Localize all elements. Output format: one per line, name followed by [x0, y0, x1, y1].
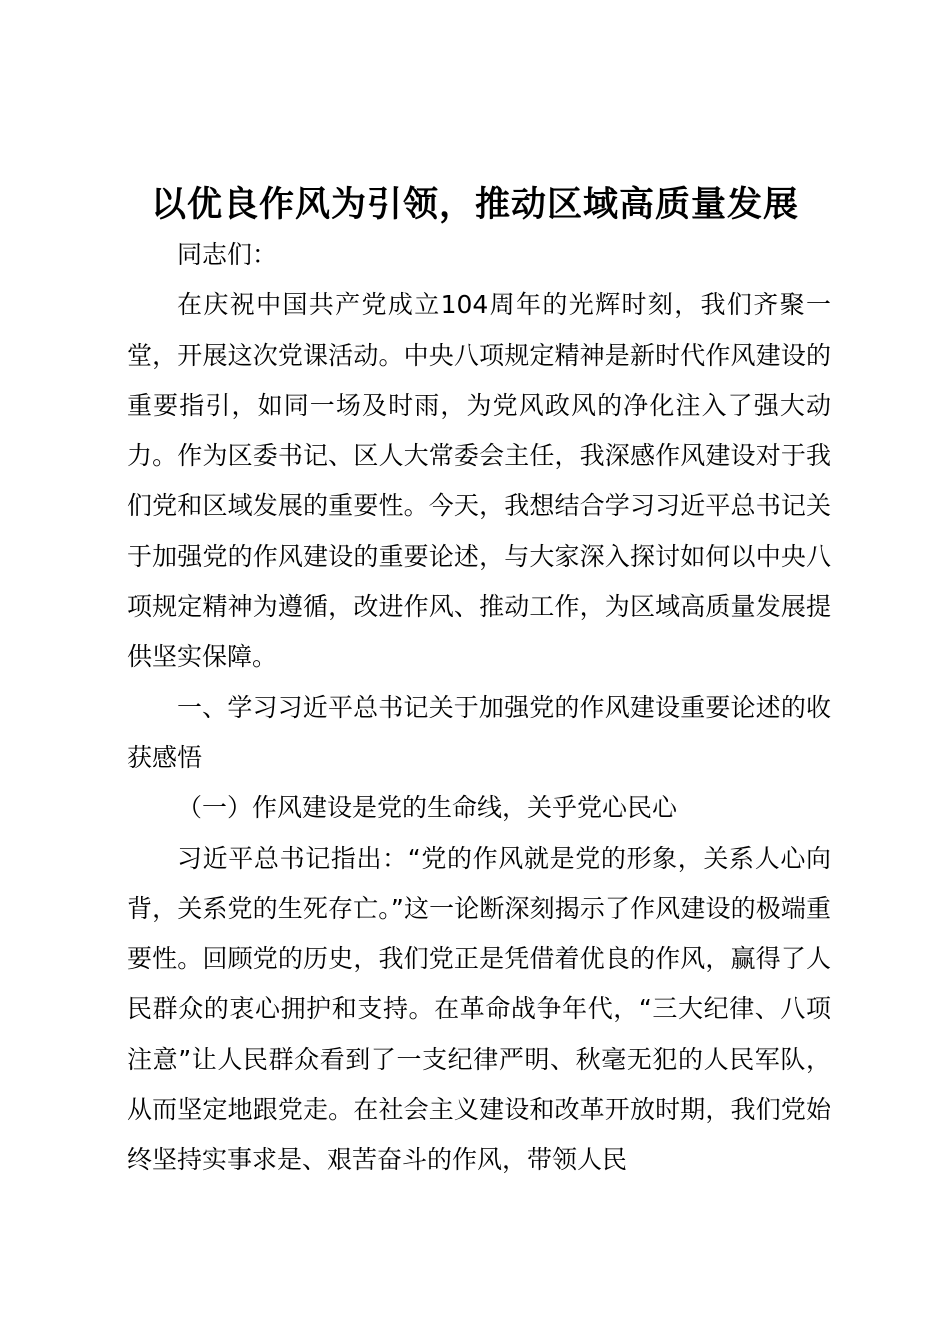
document-title: 以优良作风为引领，推动区域高质量发展 — [150, 185, 799, 225]
paragraph-body: 习近平总书记指出：“党的作风就是党的形象，关系人心向背，关系党的生死存亡。”这一论断深刻揭示了作风建设的极端重要性。回顾党的历史，我们党正是凭借着优良的作风，赢得了人民群众的衷心拥护和支持。在革命战争年代，“三大纪律、八项注意”让人民群众看到了一支纪律严明、秋毫无犯的人民军队，从而坚定地跟党走。在社会主义建设和改革开放时期，我们党始终坚持实事求是、艰苦奋斗的作风，带领人民 — [127, 843, 831, 1175]
section-heading: 一、学习习近平总书记关于加强党的作风建设重要论述的收获感悟 — [127, 692, 831, 772]
document-body — [127, 230, 831, 1186]
subsection-heading: （一）作风建设是党的生命线，关乎党心民心 — [177, 793, 678, 823]
paragraph-intro: 在庆祝中国共产党成立104周年的光辉时刻，我们齐聚一堂，开展这次党课活动。中央八项规定精神是新时代作风建设的重要指引，如同一场及时雨，为党风政风的净化注入了强大动力。作为区委书记、区人大常委会主任，我深感作风建设对于我们党和区域发展的重要性。今天，我想结合学习习近平总书记关于加强党的作风建设的重要论述，与大家深入探讨如何以中央八项规定精神为遵循，改进作风、推动工作，为区域高质量发展提供坚实保障。 — [127, 290, 831, 672]
salutation: 同志们： — [177, 240, 278, 269]
